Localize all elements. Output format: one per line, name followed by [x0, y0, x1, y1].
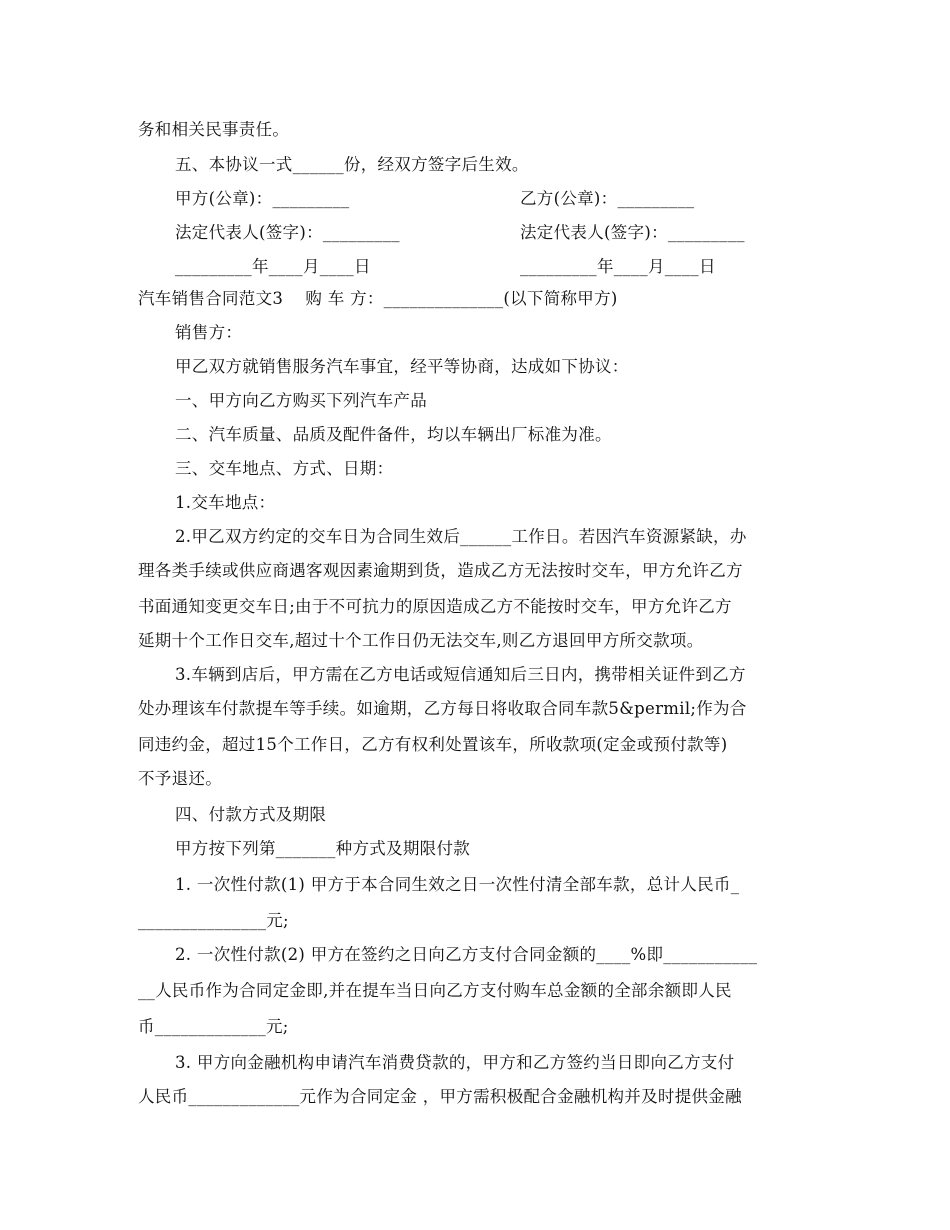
payment-method-line: 甲方按下列第_______种方式及期限付款	[175, 839, 471, 858]
paragraph-line: 务和相关民事责任。	[138, 120, 290, 139]
clause-five: 五、本协议一式______份，经双方签字后生效。	[175, 155, 529, 174]
delivery-location: 1.交车地点：	[175, 493, 276, 512]
party-a-date: _________年____月____日	[175, 257, 371, 276]
paragraph-line: 延期十个工作日交车,超过十个工作日仍无法交车,则乙方退回甲方所交款项。	[138, 631, 704, 650]
party-a-representative: 法定代表人(签字)：_________	[175, 223, 400, 242]
paragraph-line: 币_____________元;	[138, 1017, 289, 1036]
party-b-representative: 法定代表人(签字)：_________	[520, 223, 745, 242]
clause-two: 二、汽车质量、品质及配件备件，均以车辆出厂标准为准。	[175, 425, 612, 444]
paragraph-line: 处办理该车付款提车等手续。如逾期，乙方每日将收取合同车款5&permil;作为合	[138, 699, 747, 718]
contract-heading-buyer: 汽车销售合同范文3 购 车 方：______________(以下简称甲方)	[138, 289, 618, 308]
pickup-clause: 3.车辆到店后，甲方需在乙方电话或短信通知后三日内，携带相关证件到乙方	[175, 665, 746, 684]
delivery-date-line: 2.甲乙双方约定的交车日为合同生效后______工作日。若因汽车资源紧缺，办	[175, 527, 747, 546]
payment-option-two: 2. 一次性付款(2) 甲方在签约之日向乙方支付合同金额的____%即___________	[175, 945, 758, 964]
paragraph-line: 人民币_____________元作为合同定金 ，甲方需积极配合金融机构并及时提供金融	[138, 1087, 742, 1106]
clause-one: 一、甲方向乙方购买下列汽车产品	[175, 391, 427, 410]
payment-option-three: 3. 甲方向金融机构申请汽车消费贷款的，甲方和乙方签约当日即向乙方支付	[175, 1053, 735, 1072]
paragraph-line: 理各类手续或供应商遇客观因素逾期到货，造成乙方无法按时交车，甲方允许乙方	[138, 561, 743, 580]
party-b-date: _________年____月____日	[520, 257, 716, 276]
paragraph-line: 不予退还。	[138, 769, 222, 788]
clause-three: 三、交车地点、方式、日期：	[175, 459, 394, 478]
paragraph-line: __人民币作为合同定金即,并在提车当日向乙方支付购车总金额的全部余额即人民	[138, 981, 732, 1000]
seller-line: 销售方：	[175, 323, 243, 342]
paragraph-line: _______________元;	[138, 911, 289, 930]
payment-option-one: 1. 一次性付款(1) 甲方于本合同生效之日一次性付清全部车款，总计人民币_	[175, 875, 740, 894]
paragraph-line: 同违约金，超过15个工作日，乙方有权利处置该车，所收款项(定金或预付款等)	[138, 735, 728, 754]
paragraph-line: 书面通知变更交车日;由于不可抗力的原因造成乙方不能按时交车，甲方允许乙方	[138, 597, 732, 616]
agreement-intro: 甲乙双方就销售服务汽车事宜，经平等协商，达成如下协议：	[175, 357, 629, 376]
clause-four: 四、付款方式及期限	[175, 805, 327, 824]
party-b-seal: 乙方(公章)：_________	[520, 189, 695, 208]
party-a-seal: 甲方(公章)：_________	[175, 189, 350, 208]
